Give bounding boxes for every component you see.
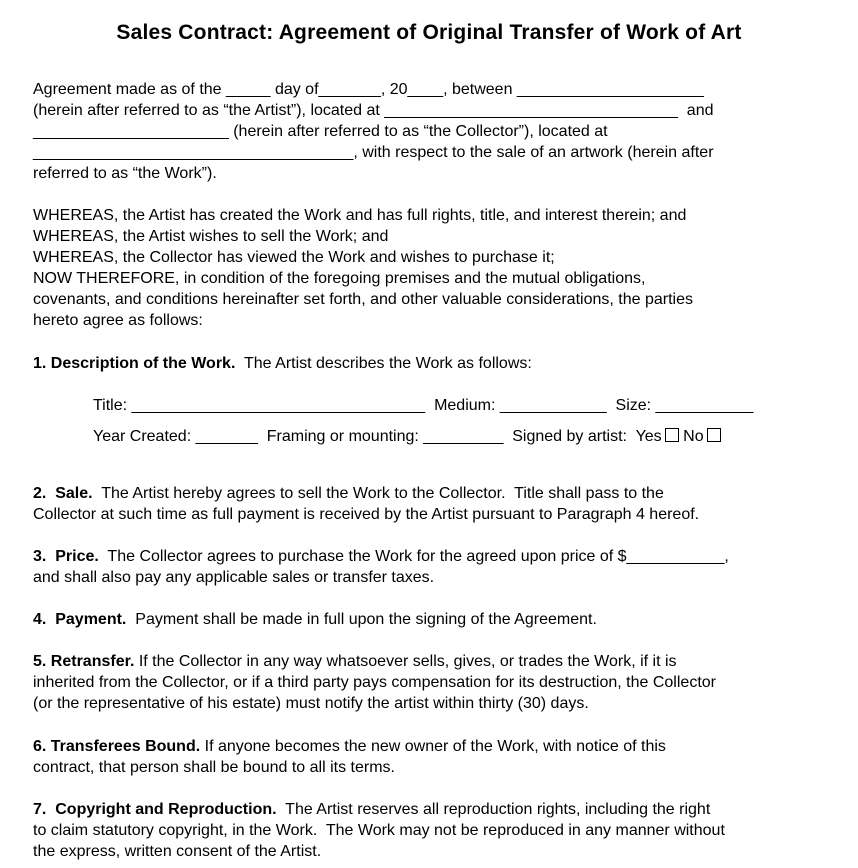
recital-line-5: covenants, and conditions hereinafter set forth, and other valuable considerations, the parties — [33, 291, 693, 308]
section-2-line-1 — [33, 483, 664, 504]
section-2-line-2: Collector at such time as full payment is received by the Artist pursuant to Paragraph 4 hereof. — [33, 506, 700, 523]
section-5-line-1 — [33, 651, 677, 672]
document-title: Sales Contract: Agreement of Original Transfer of Work of Art — [116, 21, 742, 44]
section-6-line-1 — [33, 736, 666, 757]
recital-line-2: WHEREAS, the Artist wishes to sell the Work; and — [33, 228, 389, 245]
no-label: No — [678, 428, 704, 445]
intro-line-4: ____________________________________, with respect to the sale of an artwork (herein after — [33, 144, 714, 161]
yes-checkbox[interactable] — [665, 428, 679, 442]
section-5-line-3: (or the representative of his estate) must notify the artist within thirty (30) days. — [33, 695, 589, 712]
section-5-text: If the Collector in any way whatsoever sells, gives, or trades the Work, if it is — [134, 653, 677, 670]
recital-line-6: hereto agree as follows: — [33, 312, 203, 329]
intro-line-5: referred to as “the Work”). — [33, 165, 217, 182]
section-6-text: If anyone becomes the new owner of the Work, with notice of this — [200, 738, 666, 755]
section-6-line-2: contract, that person shall be bound to all its terms. — [33, 759, 395, 776]
section-3-text: The Collector agrees to purchase the Work for the agreed upon price of $___________, — [98, 548, 729, 565]
section-5-heading: 5. Retransfer. — [33, 653, 135, 670]
section-1-heading: 1. Description of the Work. — [33, 355, 236, 372]
recital-line-4: NOW THEREFORE, in condition of the foregoing premises and the mutual obligations, — [33, 270, 646, 287]
section-1-text: The Artist describes the Work as follows: — [235, 355, 532, 372]
section-3-line-2: and shall also pay any applicable sales or transfer taxes. — [33, 569, 435, 586]
section-7-text: The Artist reserves all reproduction rights, including the right — [276, 801, 711, 818]
section-4-text: Payment shall be made in full upon the signing of the Agreement. — [126, 611, 597, 628]
description-row-2-text: Year Created: _______ Framing or mounting: _________ Signed by artist: Yes — [93, 428, 662, 445]
section-7-heading: 7. Copyright and Reproduction. — [33, 801, 277, 818]
recital-line-1: WHEREAS, the Artist has created the Work and has full rights, title, and interest therein; and — [33, 207, 687, 224]
description-row-2 — [93, 426, 721, 447]
intro-line-2: (herein after referred to as “the Artist”), located at _________________________________ and — [33, 102, 714, 119]
section-2-text: The Artist hereby agrees to sell the Work to the Collector. Title shall pass to the — [92, 485, 664, 502]
intro-line-1: Agreement made as of the _____ day of_______, 20____, between _____________________ — [33, 81, 704, 98]
section-3-line-1 — [33, 546, 729, 567]
section-7-line-3: the express, written consent of the Artist. — [33, 843, 322, 860]
intro-line-3: ______________________ (herein after referred to as “the Collector”), located at — [33, 123, 608, 140]
section-2-heading: 2. Sale. — [33, 485, 93, 502]
description-row-1: Title: _________________________________ Medium: ____________ Size: ___________ — [93, 397, 754, 414]
section-6-heading: 6. Transferees Bound. — [33, 738, 201, 755]
no-checkbox[interactable] — [707, 428, 721, 442]
section-3-heading: 3. Price. — [33, 548, 99, 565]
recital-line-3: WHEREAS, the Collector has viewed the Work and wishes to purchase it; — [33, 249, 555, 266]
section-7-line-1 — [33, 799, 710, 820]
section-1 — [33, 353, 532, 374]
section-7-line-2: to claim statutory copyright, in the Work. The Work may not be reproduced in any manner without — [33, 822, 725, 839]
section-4-line-1 — [33, 609, 597, 630]
section-5-line-2: inherited from the Collector, or if a third party pays compensation for its destruction, the Collector — [33, 674, 716, 691]
section-4-heading: 4. Payment. — [33, 611, 127, 628]
